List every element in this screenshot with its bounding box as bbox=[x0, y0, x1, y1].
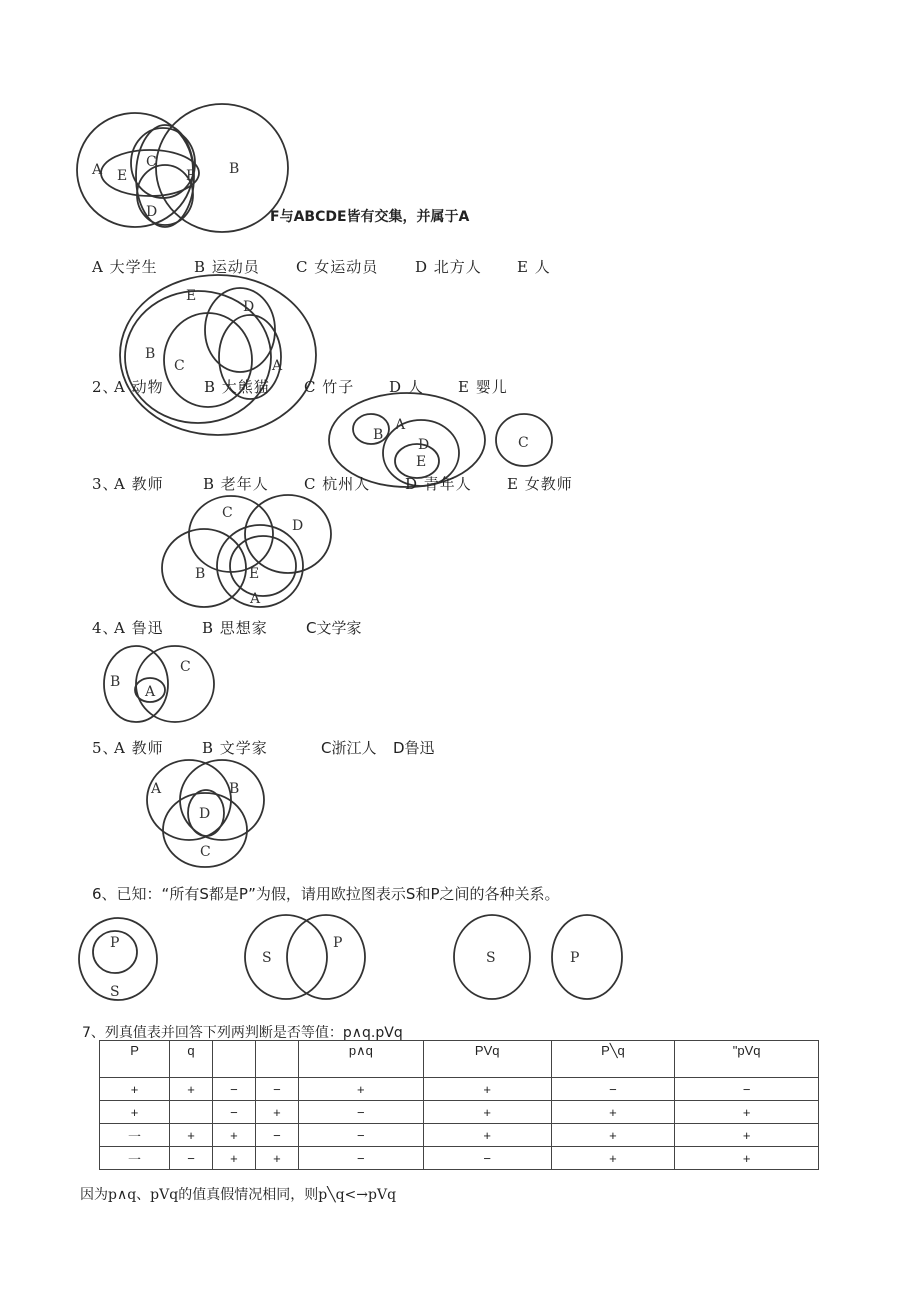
q7-title: 7、列真值表并回答下列两判断是否等值：p∧q.pVq bbox=[82, 1025, 403, 1041]
label: C bbox=[222, 505, 233, 521]
label: C bbox=[180, 659, 191, 675]
label: A bbox=[145, 684, 156, 700]
option: E 女教师 bbox=[507, 475, 573, 493]
circle-a bbox=[147, 760, 231, 840]
option: D 北方人 bbox=[415, 258, 482, 276]
header-cell: P bbox=[100, 1041, 170, 1078]
q6-text: 6、已知：“所有S都是P”为假，请用欧拉图表示S和P之间的各种关系。 bbox=[92, 885, 560, 903]
table-cell: + bbox=[100, 1078, 170, 1101]
label: C bbox=[200, 844, 211, 860]
table-cell: + bbox=[675, 1101, 819, 1124]
header-cell: "pVq bbox=[675, 1041, 819, 1078]
q7-conclusion: 因为p∧q、pVq的值真假情况相同，则p╲q<→pVq bbox=[80, 1187, 397, 1203]
option: C文学家 bbox=[306, 619, 362, 637]
label: E bbox=[249, 566, 260, 582]
table-cell: + bbox=[213, 1124, 256, 1147]
label: D bbox=[146, 204, 158, 220]
header-cell bbox=[255, 1041, 298, 1078]
option: C 杭州人 bbox=[304, 475, 371, 493]
table-cell: − bbox=[255, 1124, 298, 1147]
header-cell: P╲q bbox=[551, 1041, 675, 1078]
option: B 运动员 bbox=[194, 258, 260, 276]
table-cell: + bbox=[423, 1101, 551, 1124]
label: A bbox=[151, 781, 162, 797]
note-f: F与ABCDE皆有交集，并属于A bbox=[270, 209, 470, 225]
table-cell: + bbox=[423, 1124, 551, 1147]
label: C bbox=[146, 154, 157, 170]
q5-line bbox=[92, 737, 435, 758]
table-cell: − bbox=[213, 1078, 256, 1101]
table-header-row bbox=[100, 1041, 819, 1078]
q3-line bbox=[92, 473, 573, 494]
table-cell: + bbox=[551, 1147, 675, 1170]
option: B 思想家 bbox=[202, 619, 268, 637]
option: C 竹子 bbox=[304, 378, 355, 396]
truth-table bbox=[99, 1040, 819, 1170]
label: A bbox=[250, 591, 261, 607]
table-cell: − bbox=[298, 1124, 423, 1147]
diagram-2 bbox=[120, 275, 316, 435]
diagram-6 bbox=[147, 760, 264, 867]
label: A bbox=[272, 358, 283, 374]
label: C bbox=[174, 358, 185, 374]
label: S bbox=[262, 950, 272, 966]
option: A 鲁迅 bbox=[114, 619, 164, 637]
label: E bbox=[186, 288, 197, 304]
diagram-1 bbox=[77, 104, 288, 232]
label: P bbox=[333, 935, 343, 951]
table-cell: + bbox=[423, 1078, 551, 1101]
question-number: 3、 bbox=[92, 475, 119, 493]
label: D bbox=[292, 518, 304, 534]
label: A bbox=[395, 417, 406, 433]
option: D鲁迅 bbox=[393, 739, 435, 757]
label: B bbox=[195, 566, 206, 582]
table-cell: − bbox=[423, 1147, 551, 1170]
circle-b bbox=[353, 414, 389, 444]
table-cell: − bbox=[298, 1101, 423, 1124]
table-cell: + bbox=[551, 1101, 675, 1124]
label: S bbox=[110, 984, 120, 1000]
table-cell: + bbox=[675, 1124, 819, 1147]
option: A 动物 bbox=[114, 378, 164, 396]
table-cell: + bbox=[255, 1147, 298, 1170]
diagram-7 bbox=[79, 915, 622, 1000]
table-cell: − bbox=[551, 1078, 675, 1101]
table-cell: + bbox=[255, 1101, 298, 1124]
label: P bbox=[110, 935, 120, 951]
label: E bbox=[416, 454, 427, 470]
label: B bbox=[373, 427, 384, 443]
label: A bbox=[92, 162, 103, 178]
table-row bbox=[100, 1101, 819, 1124]
header-cell: p∧q bbox=[298, 1041, 423, 1078]
table-cell: 一 bbox=[100, 1124, 170, 1147]
q4-line bbox=[92, 617, 362, 638]
table-cell: − bbox=[213, 1101, 256, 1124]
table-cell: − bbox=[255, 1078, 298, 1101]
option: E 人 bbox=[517, 258, 551, 276]
option: C浙江人 bbox=[321, 739, 377, 757]
label: B bbox=[229, 161, 240, 177]
option: E 婴儿 bbox=[458, 378, 508, 396]
table-cell: − bbox=[675, 1078, 819, 1101]
option: B 老年人 bbox=[203, 475, 269, 493]
option: D 人 bbox=[389, 378, 424, 396]
q2-line bbox=[92, 376, 508, 397]
header-cell: PVq bbox=[423, 1041, 551, 1078]
table-cell: + bbox=[551, 1124, 675, 1147]
table-cell: − bbox=[298, 1147, 423, 1170]
table-cell: + bbox=[298, 1078, 423, 1101]
label: D bbox=[243, 299, 255, 315]
question-number: 2、 bbox=[92, 378, 119, 396]
label: F bbox=[186, 168, 196, 184]
option: D 青年人 bbox=[405, 475, 472, 493]
option: B 大熊猫 bbox=[204, 378, 270, 396]
question-number: 5、 bbox=[92, 739, 119, 757]
table-row bbox=[100, 1147, 819, 1170]
option: A 教师 bbox=[114, 739, 164, 757]
diagram-4 bbox=[162, 495, 331, 607]
label: D bbox=[199, 806, 211, 822]
table-cell: + bbox=[170, 1078, 213, 1101]
label: S bbox=[486, 950, 496, 966]
table-cell bbox=[170, 1101, 213, 1124]
option: A 教师 bbox=[114, 475, 164, 493]
table-cell: + bbox=[170, 1124, 213, 1147]
table-row bbox=[100, 1078, 819, 1101]
option: C 女运动员 bbox=[296, 258, 379, 276]
label: D bbox=[418, 437, 430, 453]
label: B bbox=[145, 346, 156, 362]
label: C bbox=[518, 435, 529, 451]
diagram-5 bbox=[104, 646, 214, 722]
circle-s bbox=[245, 915, 327, 999]
table-cell: + bbox=[100, 1101, 170, 1124]
header-cell: q bbox=[170, 1041, 213, 1078]
circle-p bbox=[552, 915, 622, 999]
header-cell bbox=[213, 1041, 256, 1078]
circle-p bbox=[287, 915, 365, 999]
label: E bbox=[117, 168, 128, 184]
label: B bbox=[229, 781, 240, 797]
label: P bbox=[570, 950, 580, 966]
table-cell: − bbox=[170, 1147, 213, 1170]
question-number: 4、 bbox=[92, 619, 119, 637]
table-row bbox=[100, 1124, 819, 1147]
table-cell: + bbox=[675, 1147, 819, 1170]
option: A 大学生 bbox=[92, 258, 158, 276]
table-cell: 一 bbox=[100, 1147, 170, 1170]
table-cell: + bbox=[213, 1147, 256, 1170]
label: B bbox=[110, 674, 121, 690]
option: B 文学家 bbox=[202, 739, 268, 757]
